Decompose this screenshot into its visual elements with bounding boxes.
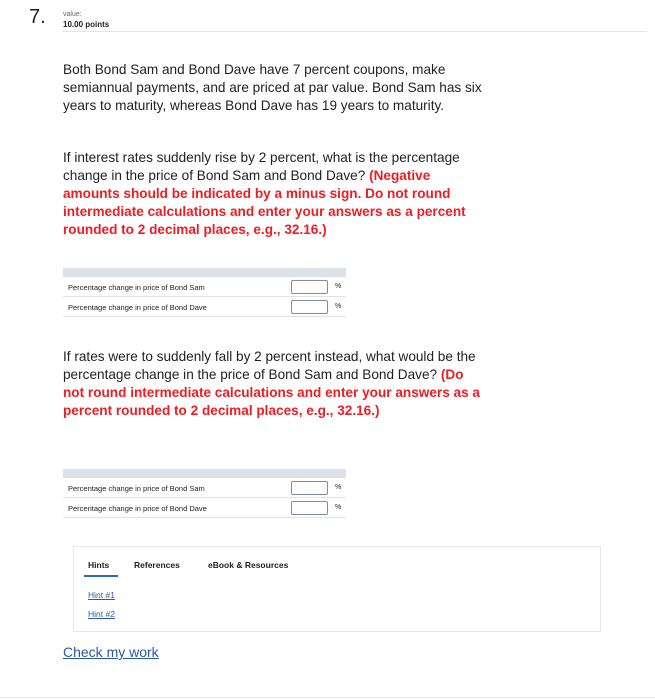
fall-question-text: If rates were to suddenly fall by 2 percent instead, what would be the percentage change in the price of Bond Sam and Bond Dave? xyxy=(63,349,476,382)
active-tab-indicator xyxy=(84,575,118,577)
row-label-bond-dave: Percentage change in price of Bond Dave xyxy=(68,303,207,312)
resources-panel xyxy=(73,546,601,632)
percent-unit: % xyxy=(335,283,342,290)
tab-ebook-resources[interactable]: eBook & Resources xyxy=(208,560,289,570)
percent-unit: % xyxy=(335,504,342,511)
bond-dave-fall-input[interactable] xyxy=(291,501,328,515)
answer-table-fall xyxy=(63,469,346,518)
hint-1-link[interactable]: Hint #1 xyxy=(88,590,115,600)
answer-table-rise xyxy=(63,268,346,317)
row-label-bond-dave: Percentage change in price of Bond Dave xyxy=(68,504,207,513)
row-label-bond-sam: Percentage change in price of Bond Sam xyxy=(68,283,205,292)
check-my-work-link[interactable]: Check my work xyxy=(63,644,159,660)
fall-question-block xyxy=(63,348,483,420)
fall-instruction-text: (Do not round intermediate calculations and enter your answers as a percent rounded to 2 decimal places, e.g., 32.16.) xyxy=(63,367,480,418)
percent-unit: % xyxy=(335,303,342,310)
bond-sam-fall-input[interactable] xyxy=(291,481,328,495)
points-value: 10.00 points xyxy=(63,20,110,29)
tab-references[interactable]: References xyxy=(134,560,180,570)
table-row xyxy=(63,277,346,297)
rise-question-text: If interest rates suddenly rise by 2 percent, what is the percentage change in the price of Bond Sam and Bond Dave? xyxy=(63,150,460,183)
footer-divider xyxy=(0,697,655,698)
row-label-bond-sam: Percentage change in price of Bond Sam xyxy=(68,484,205,493)
question-number: 7. xyxy=(29,6,46,28)
table-row xyxy=(63,297,346,317)
bond-dave-rise-input[interactable] xyxy=(291,300,328,314)
percent-unit: % xyxy=(335,484,342,491)
answer-table-header xyxy=(63,268,346,277)
hint-2-link[interactable]: Hint #2 xyxy=(88,609,115,619)
rise-question-block xyxy=(63,149,483,239)
question-intro: Both Bond Sam and Bond Dave have 7 percent coupons, make semiannual payments, and are priced at par value. Bond Sam has six years to maturity, whereas Bond Dave has 19 years to maturity. xyxy=(63,62,482,113)
value-label: value: xyxy=(63,11,82,18)
table-row xyxy=(63,498,346,518)
header-divider xyxy=(63,31,647,32)
tab-hints[interactable]: Hints xyxy=(88,560,110,570)
table-row xyxy=(63,478,346,498)
bond-sam-rise-input[interactable] xyxy=(291,280,328,294)
rise-instruction-text: (Negative amounts should be indicated by a minus sign. Do not round intermediate calculations and enter your answers as a percent rounded to 2 decimal places, e.g., 32.16.) xyxy=(63,168,466,237)
answer-table-header xyxy=(63,469,346,478)
